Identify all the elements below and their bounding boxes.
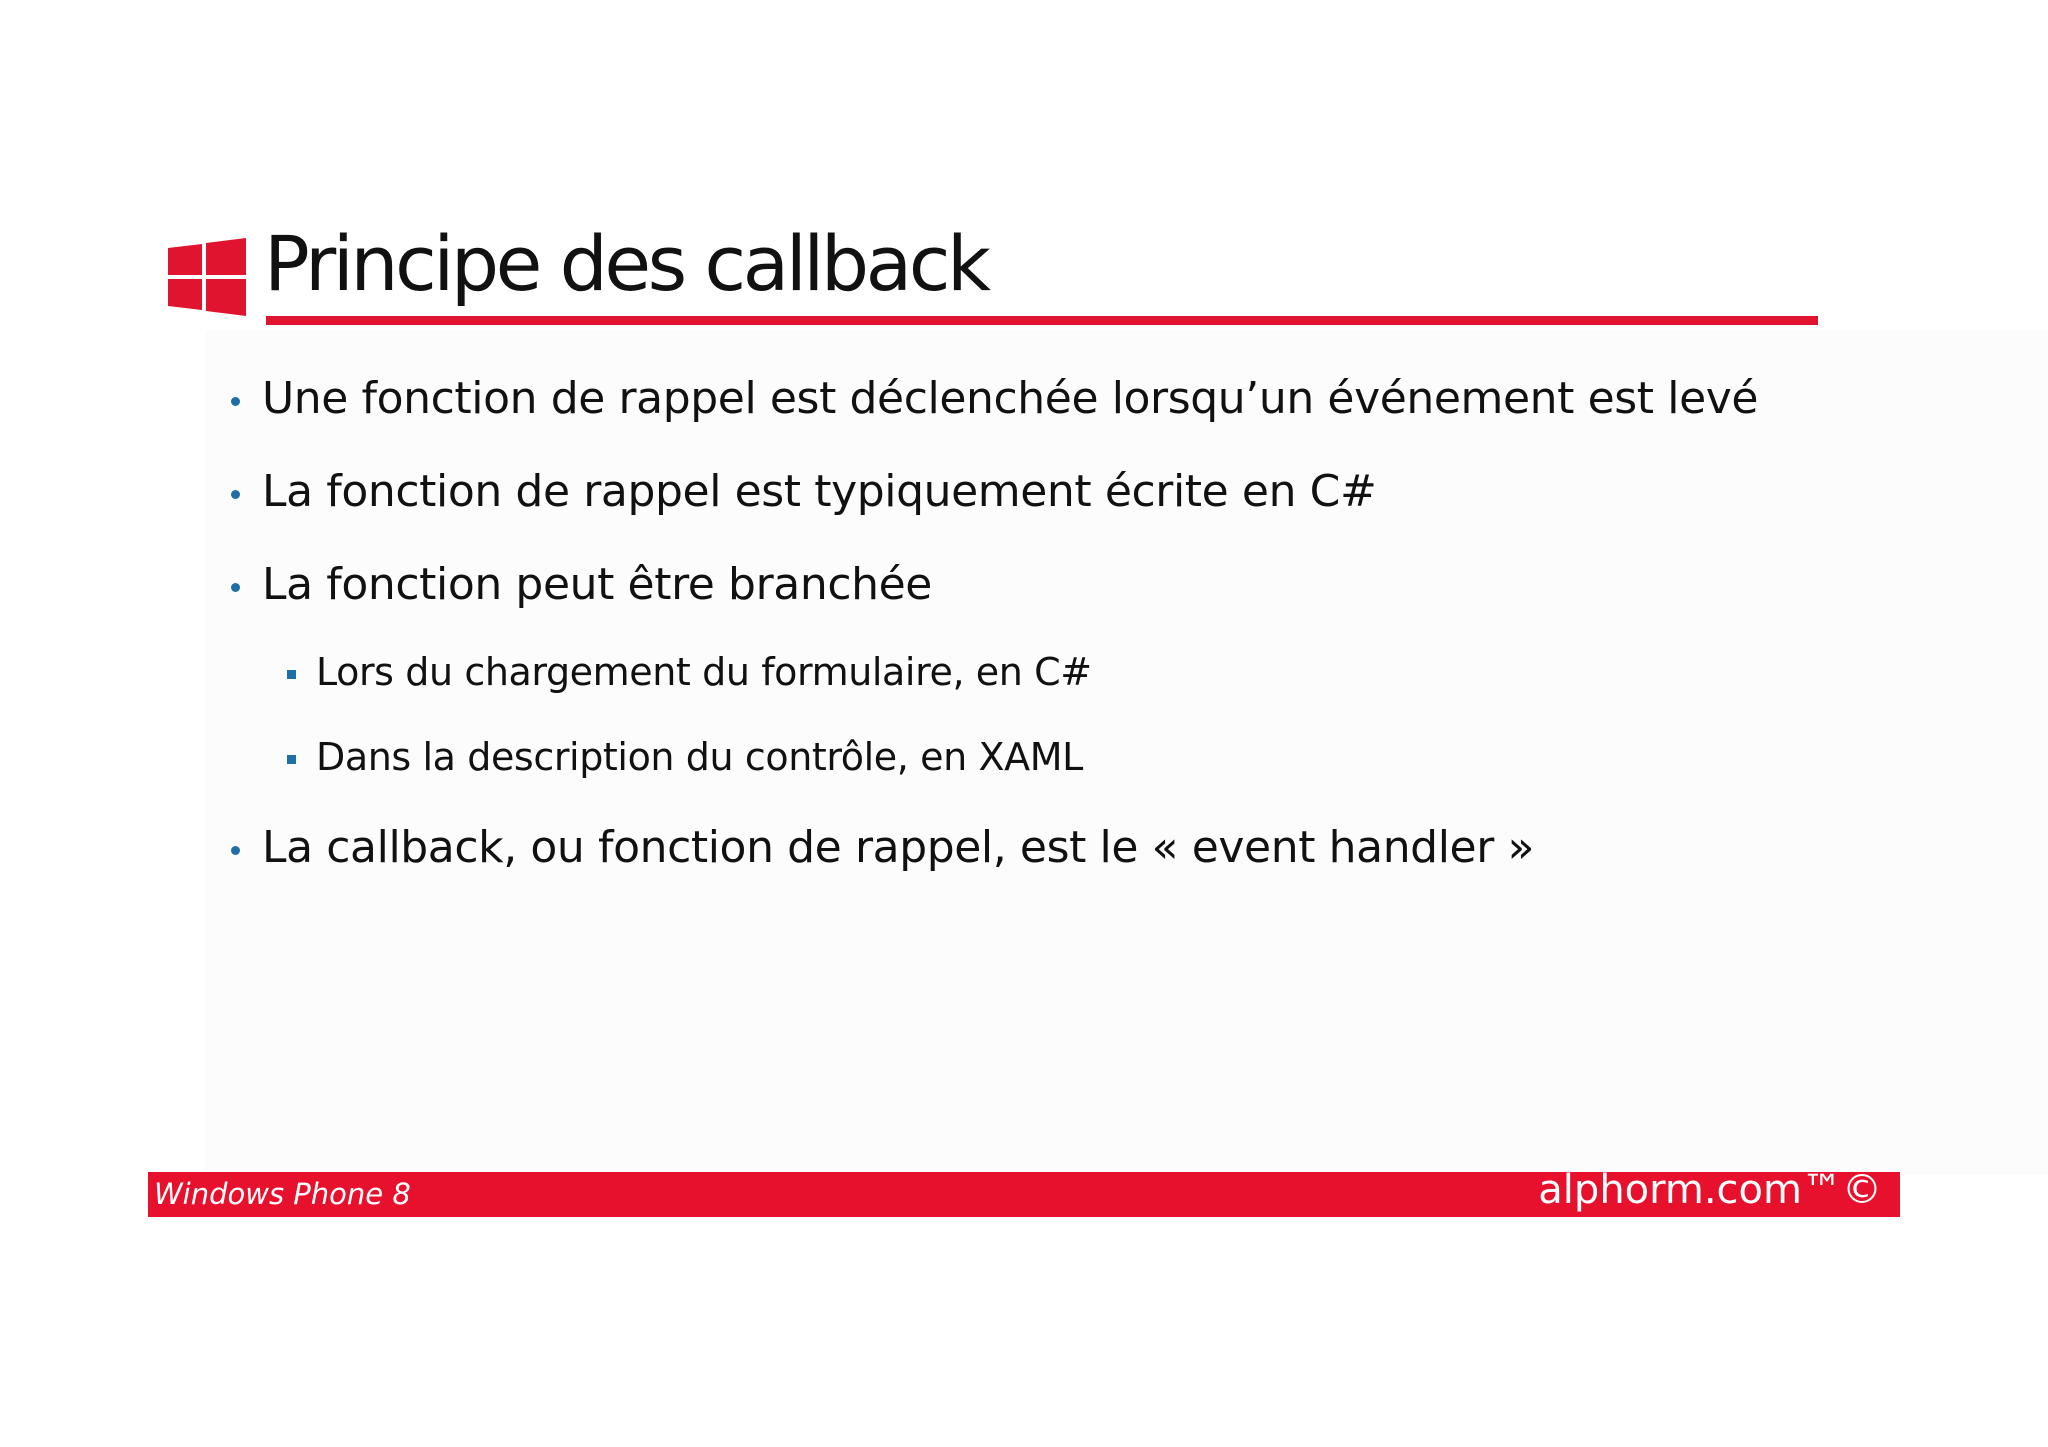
bullet-dot bbox=[231, 397, 240, 406]
bullet-dot bbox=[231, 490, 240, 499]
footer-course-title: Windows Phone 8 bbox=[154, 1177, 411, 1211]
footer-brand: alphorm.com™© bbox=[1538, 1167, 1882, 1213]
bullet-item: Une fonction de rappel est déclenchée lorsqu’un événement est levé bbox=[262, 373, 1759, 424]
bullet-item: La fonction de rappel est typiquement écrite en C# bbox=[262, 466, 1377, 517]
bullet-dot bbox=[231, 583, 240, 592]
sub-bullet-square bbox=[287, 755, 296, 764]
sub-bullet-item: Lors du chargement du formulaire, en C# bbox=[316, 650, 1092, 694]
bullet-item: La fonction peut être branchée bbox=[262, 559, 932, 610]
sub-bullet-square bbox=[287, 670, 296, 679]
sub-bullet-item: Dans la description du contrôle, en XAML bbox=[316, 735, 1083, 779]
bullet-dot bbox=[231, 846, 240, 855]
windows-logo-icon bbox=[168, 238, 246, 316]
bullet-item: La callback, ou fonction de rappel, est le « event handler » bbox=[262, 822, 1535, 873]
slide-title: Principe des callback bbox=[264, 219, 988, 308]
title-underline bbox=[266, 316, 1818, 325]
